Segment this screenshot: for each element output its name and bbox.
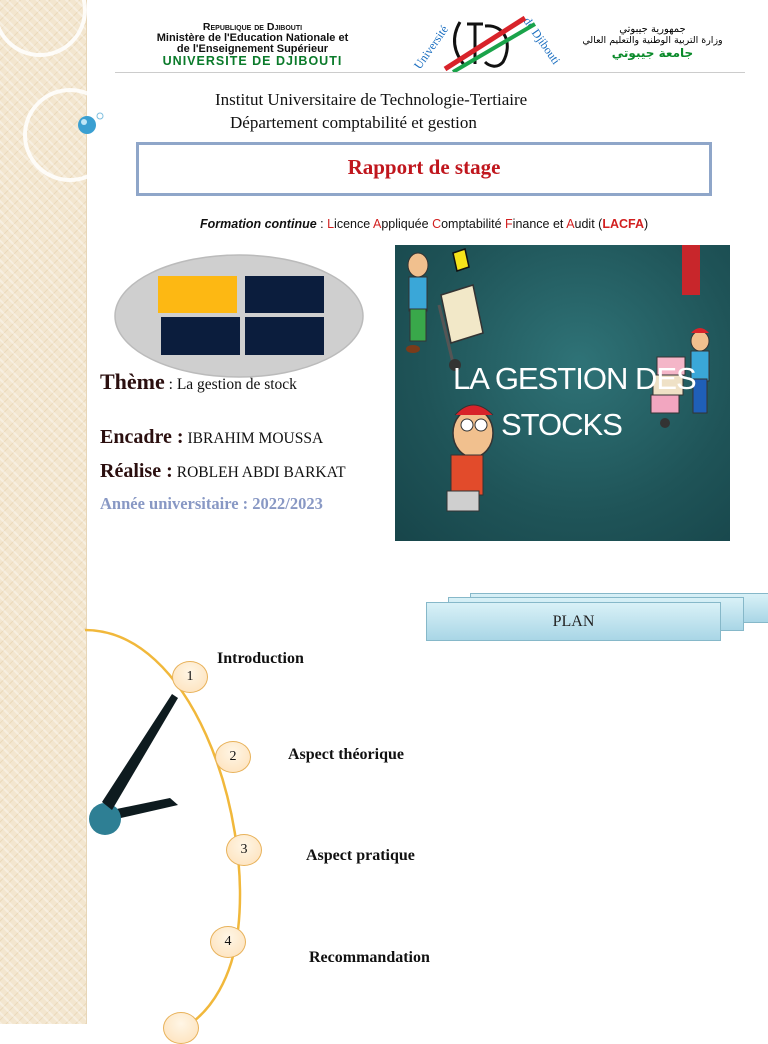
header-ar-republique: جمهورية جيبوتي [619,24,686,35]
realise-value: ROBLEH ABDI BARKAT [176,464,346,481]
plan-step-4-label: Recommandation [309,949,430,966]
header-rule [115,72,745,73]
encadre-line [100,426,323,449]
report-title: Rapport de stage [347,155,501,179]
logo-text-right: de Djibouti [520,14,564,67]
header-ar-ministere: وزارة التربية الوطنية والتعليم العالي [582,35,723,46]
institut-title: Institut Universitaire de Technologie-Tertiaire [215,90,528,109]
plan-step-5-marker [163,1012,199,1044]
encadre-value: IBRAHIM MOUSSA [187,430,324,447]
formation-label: Formation continue [200,217,317,231]
report-title-box [136,142,712,196]
encadre-label: Encadre : [100,426,184,448]
plan-step-2-label: Aspect théorique [288,746,404,763]
header-enseignement: de l'Enseignement Supérieur [176,43,329,55]
formation-acronym: LACFA [602,217,644,231]
dial-pointer [90,690,180,830]
plan-step-2-marker: 2 [215,741,251,773]
plan-step-3-label: Aspect pratique [306,847,415,864]
stock-image-line1: LA GESTION DES [453,361,696,396]
theme-line: Thème : La gestion de stock [100,369,297,394]
plan-step-1-label: Introduction [217,650,304,667]
theme-value: La gestion de stock [176,376,297,393]
formation-line: Formation continue : Licence Appliquée Comptabilité Finance et Audit (LACFA) [200,217,649,231]
stock-management-illustration [395,245,730,541]
header-universite: UNIVERSITE DE DJIBOUTI [162,54,343,68]
plan-tab [426,602,721,641]
plan-step-4-marker: 4 [210,926,246,958]
theme-label: Thème [100,369,165,394]
header-ministere: Ministère de l'Education Nationale et [156,32,349,44]
realise-label: Réalise : [100,460,173,482]
academic-year: Année universitaire : 2022/2023 [100,494,323,513]
plan-title: PLAN [552,613,595,630]
header-ar-universite: جامعة جيبوتي [611,46,694,60]
departement-title: Département comptabilité et gestion [230,113,477,132]
university-logo [405,14,565,72]
plan-step-1-marker: 1 [172,661,208,693]
plan-step-3-marker: 3 [226,834,262,866]
stock-image-line2: STOCKS [501,407,622,442]
realise-line [100,460,346,483]
logo-text-left: Université [410,22,452,72]
university-header [105,14,745,74]
decorative-oval-graphic [113,253,365,379]
header-republique: Republique de Djibouti [202,21,303,33]
